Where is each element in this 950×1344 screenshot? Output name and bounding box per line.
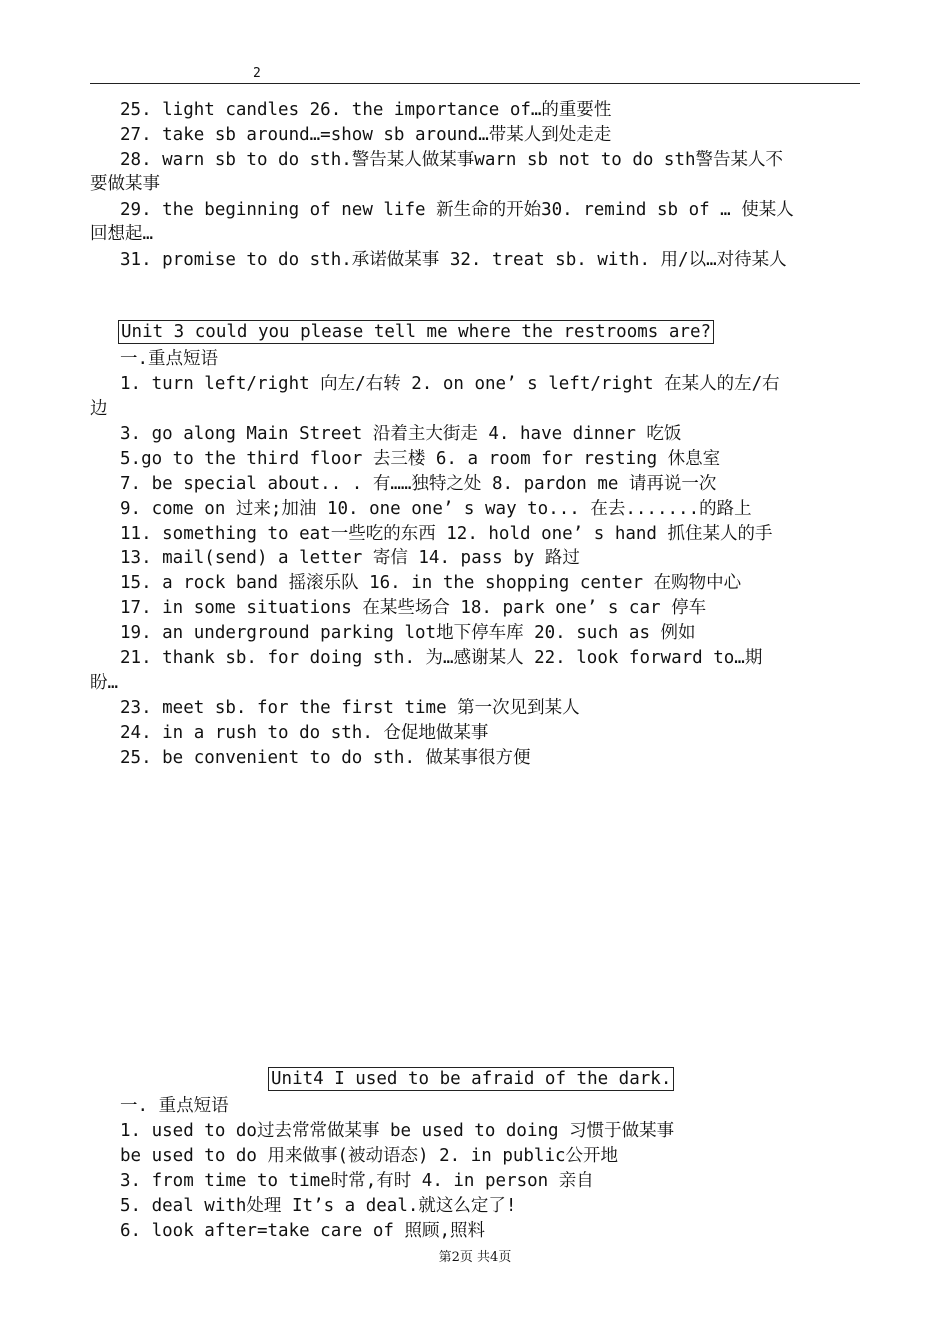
phrase-line: 27. take sb around…=show sb around…带某人到处走走: [120, 125, 612, 145]
page-footer: 第2页 共4页: [438, 1250, 512, 1265]
phrase-line: 17. in some situations 在某些场合 18. park one’ s car 停车: [120, 598, 707, 618]
phrase-line: 25. light candles 26. the importance of…的重要性: [120, 100, 612, 120]
phrase-line: 9. come on 过来;加油 10. one one’ s way to... 在去.......的路上: [120, 499, 752, 519]
unit4-section-heading: 一. 重点短语: [120, 1096, 229, 1116]
phrase-line: 3. from time to time时常,有时 4. in person 亲自: [120, 1171, 594, 1191]
phrase-line: 29. the beginning of new life 新生命的开始30. remind sb of … 使某人: [120, 200, 794, 220]
header-page-number: 2: [253, 66, 261, 81]
phrase-line: 6. look after=take care of 照顾,照料: [120, 1221, 486, 1241]
phrase-line: 11. something to eat一些吃的东西 12. hold one’ s hand 抓住某人的手: [120, 524, 773, 544]
phrase-line: 28. warn sb to do sth.警告某人做某事warn sb not to do sth警告某人不: [120, 150, 784, 170]
phrase-line: 24. in a rush to do sth. 仓促地做某事: [120, 723, 489, 743]
unit4-title: Unit4 I used to be afraid of the dark.: [268, 1067, 674, 1091]
phrase-line: 5.go to the third floor 去三楼 6. a room for resting 休息室: [120, 449, 721, 469]
phrase-line: 3. go along Main Street 沿着主大街走 4. have dinner 吃饭: [120, 424, 682, 444]
phrase-line: 5. deal with处理 It’s a deal.就这么定了!: [120, 1196, 517, 1216]
unit3-title: Unit 3 could you please tell me where the restrooms are?: [118, 320, 714, 344]
phrase-line: 7. be special about.. . 有……独特之处 8. pardon me 请再说一次: [120, 474, 717, 494]
phrase-line: 31. promise to do sth.承诺做某事 32. treat sb. with. 用/以…对待某人: [120, 250, 787, 270]
phrase-line-continuation: 要做某事: [90, 174, 160, 194]
header-rule: [90, 83, 860, 84]
phrase-line-continuation: 边: [90, 399, 108, 419]
phrase-line: 21. thank sb. for doing sth. 为…感谢某人 22. look forward to…期: [120, 648, 763, 668]
phrase-line: be used to do 用来做事(被动语态) 2. in public公开地: [120, 1146, 619, 1166]
phrase-line: 13. mail(send) a letter 寄信 14. pass by 路过: [120, 548, 580, 568]
phrase-line: 23. meet sb. for the first time 第一次见到某人: [120, 698, 580, 718]
phrase-line: 25. be convenient to do sth. 做某事很方便: [120, 748, 531, 768]
unit3-section-heading: 一.重点短语: [120, 349, 219, 369]
phrase-line: 1. used to do过去常常做某事 be used to doing 习惯于做某事: [120, 1121, 675, 1141]
phrase-line-continuation: 盼…: [90, 673, 119, 693]
phrase-line: 15. a rock band 摇滚乐队 16. in the shopping center 在购物中心: [120, 573, 742, 593]
phrase-line-continuation: 回想起…: [90, 224, 154, 244]
phrase-line: 1. turn left/right 向左/右转 2. on one’ s left/right 在某人的左/右: [120, 374, 780, 394]
phrase-line: 19. an underground parking lot地下停车库 20. such as 例如: [120, 623, 696, 643]
